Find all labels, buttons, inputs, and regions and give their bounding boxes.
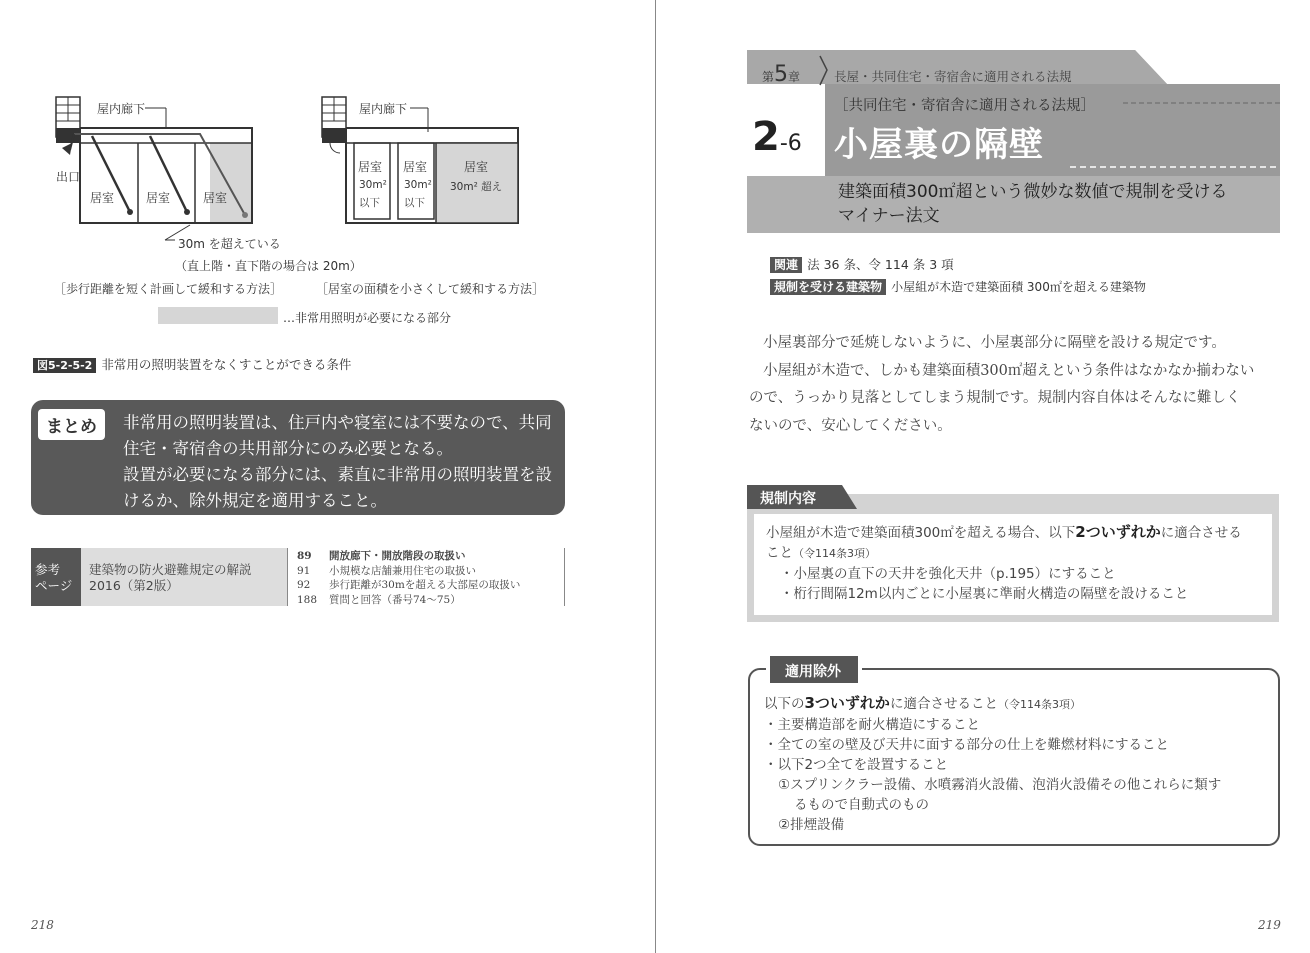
exception-intro: 以下の3ついずれかに適合させること（令114条3項） <box>764 694 1081 712</box>
related-tag: 関連 <box>770 257 802 273</box>
section-number: 2-6 <box>752 114 802 160</box>
reference-book-edition: 2016（第2版） <box>89 578 179 593</box>
exception-content <box>764 693 1269 835</box>
summary-text <box>123 410 561 514</box>
room-area-cond: 以下 <box>359 197 380 209</box>
reference-item: 89 開放廊下・開放階段の取扱い <box>297 550 466 562</box>
room-label: 居室 <box>403 160 428 174</box>
room-label: 居室 <box>203 191 228 205</box>
reference-divider <box>564 548 565 606</box>
exception-tag: 適用除外 <box>785 664 841 680</box>
body-line: ので、うっかり見落としてしまう規制です。規制内容自体はそんなに難しく <box>749 390 1241 406</box>
body-line: ないので、安心してください。 <box>749 417 952 434</box>
section-title: 小屋裏の隔壁 <box>834 125 1044 165</box>
section-description <box>838 180 1227 228</box>
regulation-item: ・桁行間隔12m以内ごとに小屋裏に準耐火構造の隔壁を設けること <box>780 586 1189 602</box>
summary-line: 設置が必要になる部分には、素直に非常用の照明装置を設 <box>123 465 552 484</box>
body-line: 小屋裏部分で延焼しないように、小屋裏部分に隔壁を設ける規定です。 <box>763 335 1226 351</box>
method-right: ［居室の面積を小さくして緩和する方法］ <box>316 282 545 296</box>
related-row <box>770 254 954 273</box>
body-line: 小屋組が木造で、しかも建築面積300㎡超えという条件はなかなか揃わない <box>763 362 1255 379</box>
section-desc-line: マイナー法文 <box>838 206 940 226</box>
section-desc-line: 建築面積300㎡超という微妙な数値で規制を受ける <box>838 182 1228 202</box>
reference-list <box>297 549 520 607</box>
body-text <box>749 330 1283 440</box>
exception-item: ・主要構造部を耐火構造にすること <box>764 717 980 733</box>
page-number-left: 218 <box>31 918 54 932</box>
regulation-item: ・小屋裏の直下の天井を強化天井（p.195）にすること <box>780 566 1116 582</box>
summary-tag: まとめ <box>38 409 105 440</box>
distance-note: 30m を超えている <box>178 237 281 251</box>
chapter-title: 長屋・共同住宅・寄宿舎に適用される法規 <box>834 69 1072 84</box>
exception-sub-item: るもので自動式のもの <box>794 797 929 813</box>
summary-line: 住宅・寄宿舎の共用部分にのみ必要となる。 <box>123 439 453 458</box>
reference-tag-line: ページ <box>35 578 73 593</box>
regulated-tag: 規制を受ける建築物 <box>770 279 886 295</box>
summary-line: 非常用の照明装置は、住戸内や寝室には不要なので、共同 <box>123 413 552 432</box>
regulation-intro-cont: こと（令114条3項） <box>766 545 876 561</box>
regulated-row <box>770 276 1146 295</box>
exception-sub-item: ①スプリンクラー設備、水噴霧消火設備、泡消火設備その他これらに類す <box>778 777 1222 793</box>
room-label: 居室 <box>90 191 115 205</box>
room-label: 居室 <box>146 191 171 205</box>
regulation-tag: 規制内容 <box>760 491 816 507</box>
section-subtitle: ［共同住宅・寄宿舎に適用される法規］ <box>834 98 1095 114</box>
distance-note-2: （直上階・直下階の場合は 20m） <box>175 259 362 273</box>
reference-book <box>81 548 287 606</box>
reference-item: 188 質問と回答（番号74～75） <box>297 593 461 606</box>
room-label: 居室 <box>464 160 489 174</box>
figure-caption-row <box>33 354 351 373</box>
page-number-right: 219 <box>1258 918 1281 932</box>
exception-item: ・全ての室の壁及び天井に面する部分の仕上を難燃材料にすること <box>764 737 1169 753</box>
room-area: 30m² <box>359 179 387 191</box>
figure-caption: 非常用の照明装置をなくすことができる条件 <box>101 357 352 372</box>
legend-text: …非常用照明が必要になる部分 <box>283 311 452 325</box>
exception-sub-item: ②排煙設備 <box>778 817 845 833</box>
room-label: 居室 <box>358 160 383 174</box>
related-text: 法 36 条、令 114 条 3 項 <box>807 257 954 272</box>
room-area-cond: 以下 <box>404 197 425 209</box>
room-area: 30m² <box>404 179 432 191</box>
room-area: 30m² 超え <box>450 181 503 193</box>
chapter-label: 第5章 <box>762 62 801 87</box>
exit-label: 出口 <box>56 170 81 184</box>
summary-line: けるか、除外規定を適用すること。 <box>123 491 387 510</box>
regulation-intro: 小屋組が木造で建築面積300㎡を超える場合、以下2ついずれかに適合させる <box>766 523 1242 541</box>
corridor-label-left: 屋内廊下 <box>97 102 146 116</box>
reference-item: 92 歩行距離が30mを超える大部屋の取扱い <box>297 579 521 591</box>
reference-divider <box>287 548 288 606</box>
method-left: ［歩行距離を短く計画して緩和する方法］ <box>54 282 283 296</box>
legend-swatch <box>158 307 278 324</box>
figure-label: 図5-2-5-2 <box>33 358 96 373</box>
reference-book-title: 建築物の防火避難規定の解説 <box>89 562 252 577</box>
regulation-content <box>766 522 1266 604</box>
reference-tag-line: 参考 <box>35 562 61 577</box>
reference-item: 91 小規模な店舗兼用住宅の取扱い <box>297 564 476 577</box>
exception-item: ・以下2つ全てを設置すること <box>764 757 949 773</box>
corridor-label-right: 屋内廊下 <box>359 102 408 116</box>
reference-tag <box>31 548 81 606</box>
regulated-text: 小屋組が木造で建築面積 300㎡を超える建築物 <box>891 280 1146 294</box>
